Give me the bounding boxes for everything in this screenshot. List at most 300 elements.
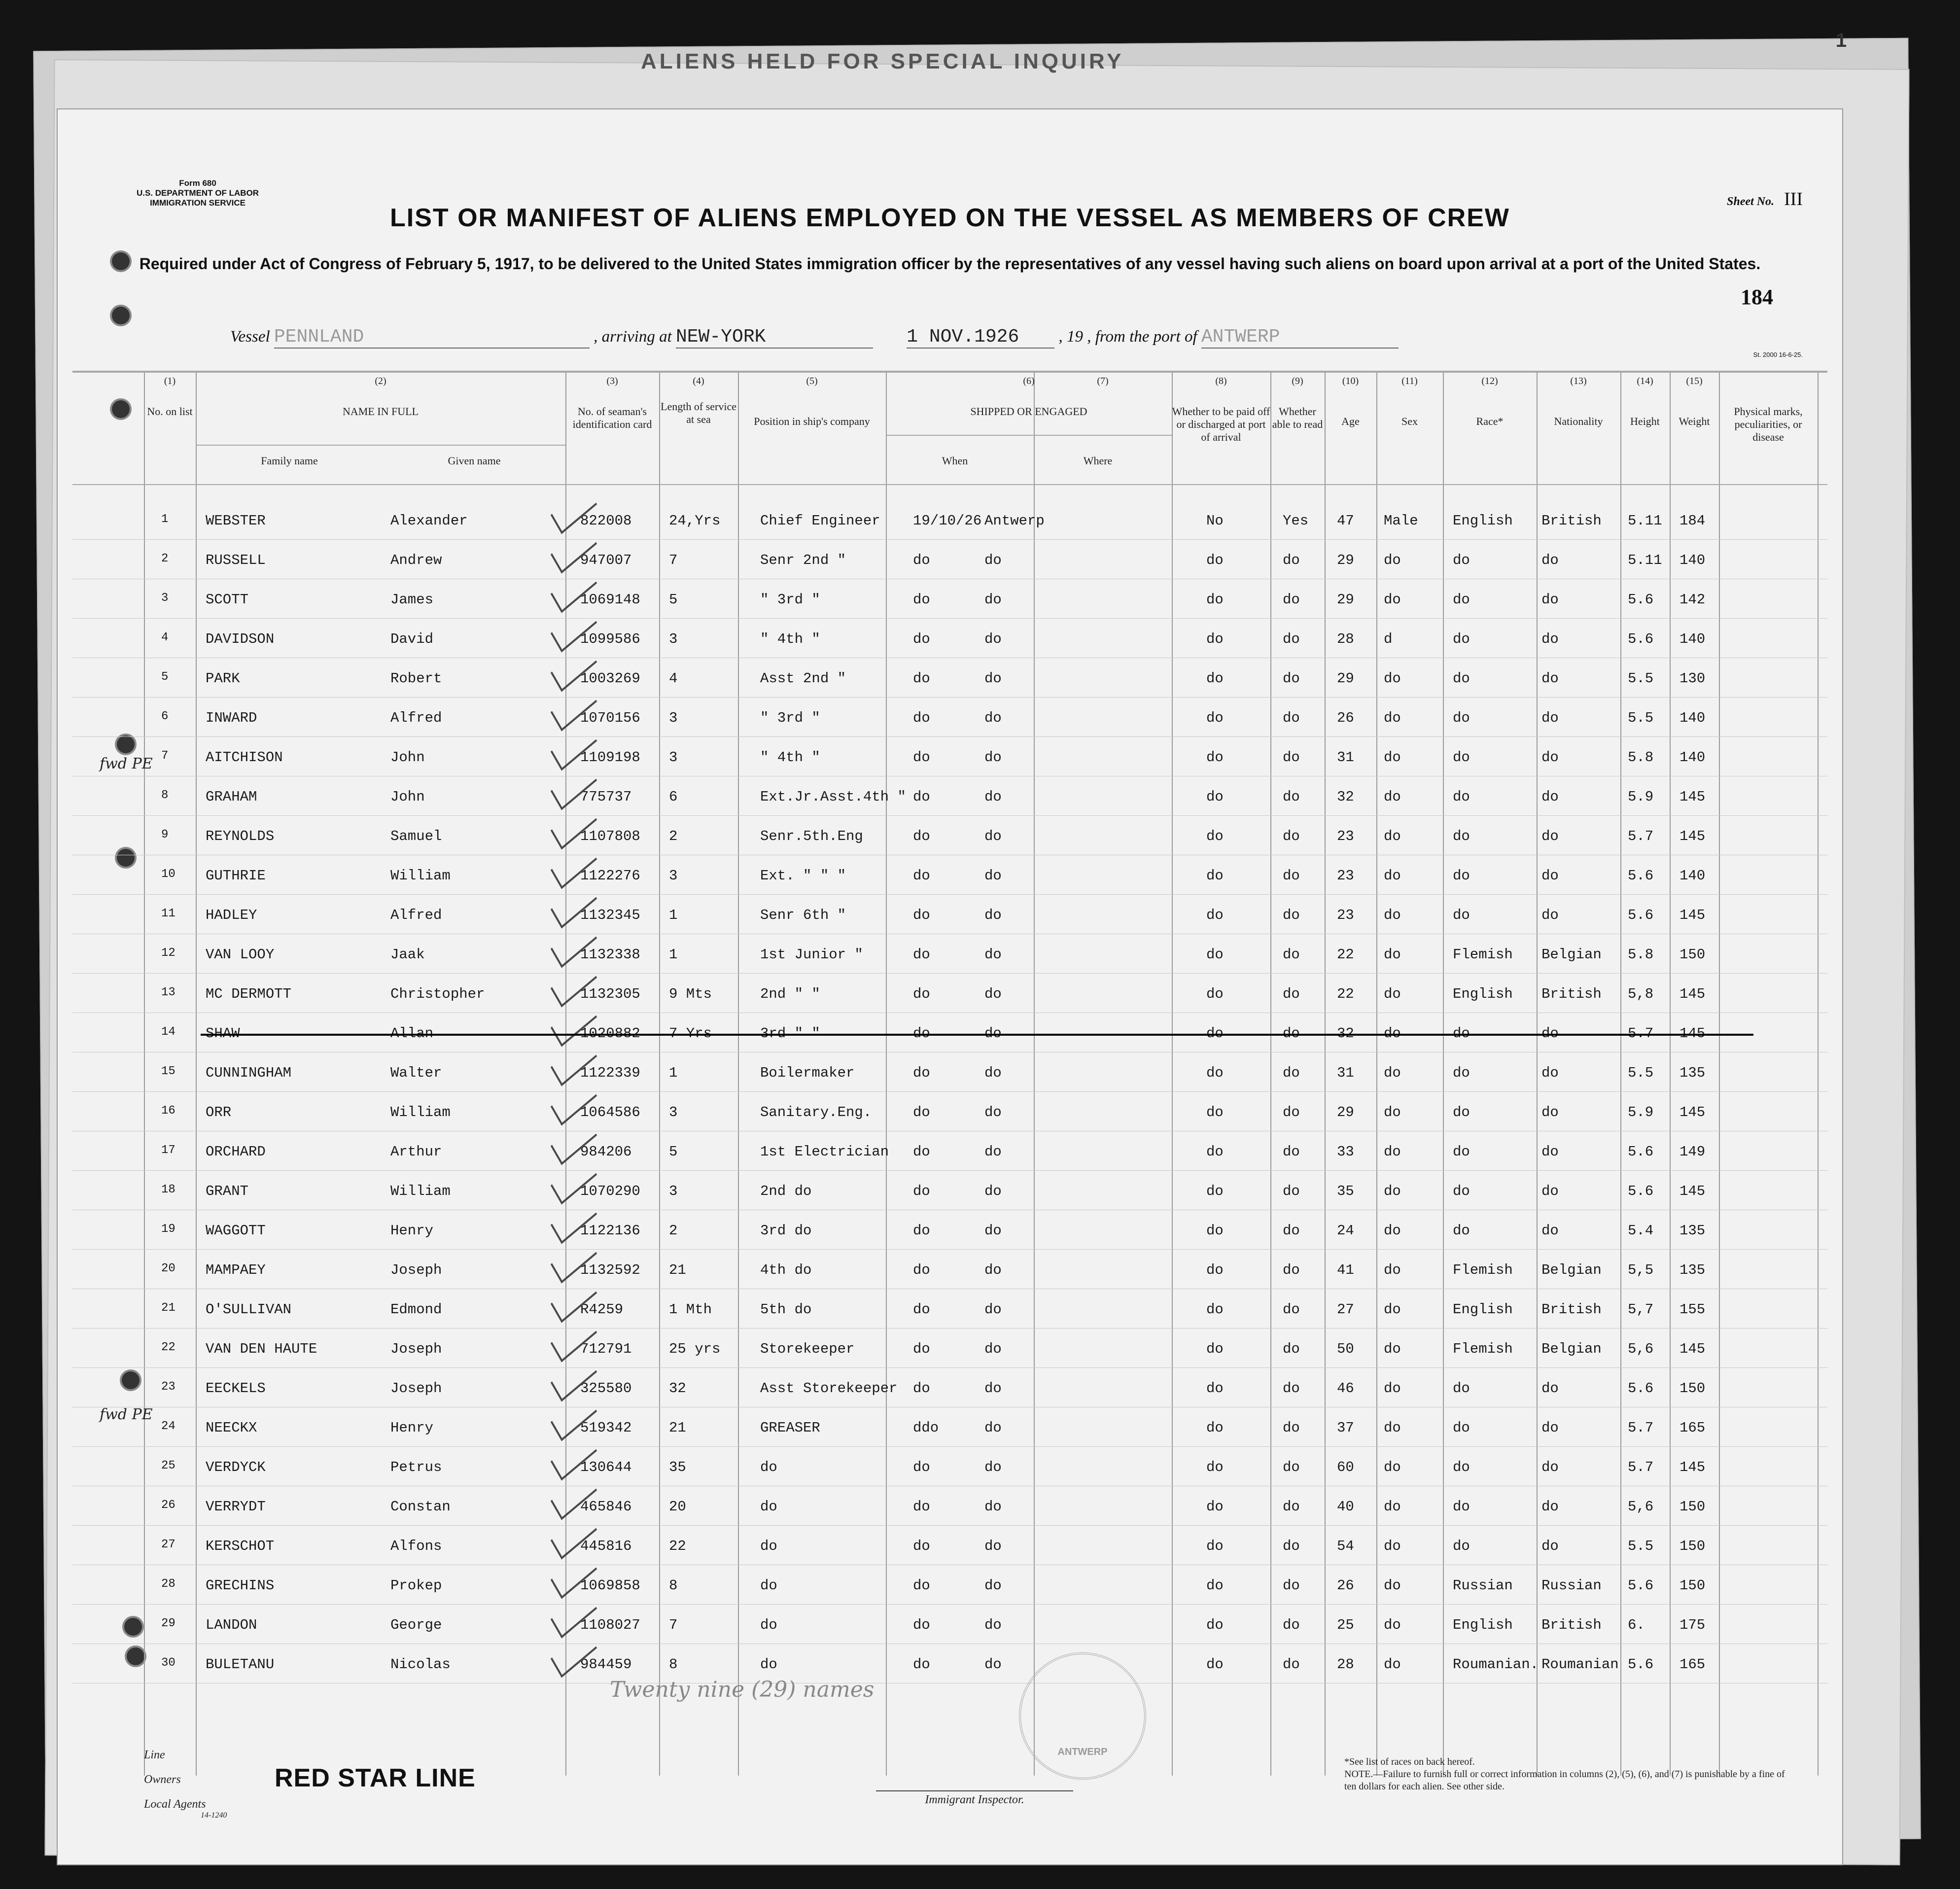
family-name: SHAW xyxy=(206,1025,240,1042)
given-name: William xyxy=(390,868,451,884)
position: Asst Storekeeper xyxy=(760,1380,898,1397)
weight: 150 xyxy=(1680,1499,1706,1515)
race: Flemish xyxy=(1453,946,1513,963)
seaman-id: 984459 xyxy=(580,1656,632,1673)
column-number: (7) xyxy=(1097,376,1109,386)
able-to-read: do xyxy=(1283,1065,1300,1081)
paid-off: do xyxy=(1206,1025,1224,1042)
shipped-where: do xyxy=(984,907,1002,923)
document-subtitle: Required under Act of Congress of February 5, 1917, to be delivered to the United States immigration officer by the representatives of any vessel having such aliens on board upon arrival at a port of the United States. xyxy=(139,255,1761,273)
given-name: William xyxy=(390,1183,451,1199)
reference-number: 184 xyxy=(1741,285,1773,309)
race: English xyxy=(1453,513,1513,529)
height: 5.5 xyxy=(1628,1065,1654,1081)
nationality: do xyxy=(1541,592,1559,608)
height: 5,7 xyxy=(1628,1301,1654,1318)
weight: 140 xyxy=(1680,710,1706,726)
row-rule xyxy=(72,539,1827,540)
nationality: do xyxy=(1541,1223,1559,1239)
shipped-where: do xyxy=(984,670,1002,687)
sex: do xyxy=(1384,592,1401,608)
age: 32 xyxy=(1337,789,1354,805)
shipped-when: do xyxy=(913,828,930,844)
weight: 145 xyxy=(1680,828,1706,844)
height: 5.5 xyxy=(1628,710,1654,726)
able-to-read: do xyxy=(1283,986,1300,1002)
height: 5.7 xyxy=(1628,1459,1654,1475)
seaman-id: 1122276 xyxy=(580,868,640,884)
row-number: 30 xyxy=(161,1656,175,1670)
seaman-id: 1132345 xyxy=(580,907,640,923)
shipped-where: do xyxy=(984,710,1002,726)
nationality: do xyxy=(1541,1025,1559,1042)
seaman-id: 947007 xyxy=(580,552,632,568)
seaman-id: 712791 xyxy=(580,1341,632,1357)
race: do xyxy=(1453,907,1470,923)
nationality: Belgian xyxy=(1541,1262,1602,1278)
shipped-where: do xyxy=(984,1301,1002,1318)
height: 5.7 xyxy=(1628,1420,1654,1436)
height: 5.6 xyxy=(1628,868,1654,884)
paid-off: do xyxy=(1206,1223,1224,1239)
length-of-service: 9 Mts xyxy=(669,986,712,1002)
owners-label: Owners xyxy=(144,1773,181,1786)
height-header: Height xyxy=(1630,415,1660,427)
seaman-id: 465846 xyxy=(580,1499,632,1515)
race: do xyxy=(1453,631,1470,647)
length-of-service: 6 xyxy=(669,789,678,805)
seaman-id: 822008 xyxy=(580,513,632,529)
age: 31 xyxy=(1337,749,1354,766)
row-number: 22 xyxy=(161,1341,175,1354)
shipped-where: do xyxy=(984,1538,1002,1554)
row-number: 13 xyxy=(161,986,175,999)
nationality: do xyxy=(1541,1104,1559,1120)
penalty-note: NOTE.—Failure to furnish full or correct information in columns (2), (5), (6), and (7) is punishable by a fine of ten dollars for each alien. See other side. xyxy=(1344,1769,1785,1792)
shipped-where: Antwerp xyxy=(984,513,1045,529)
nationality: British xyxy=(1541,1617,1602,1633)
table-top-rule xyxy=(72,371,1827,373)
row-number: 6 xyxy=(161,710,169,723)
family-name: VERRYDT xyxy=(206,1499,266,1515)
weight: 175 xyxy=(1680,1617,1706,1633)
weight: 140 xyxy=(1680,552,1706,568)
position: do xyxy=(760,1459,777,1475)
header-rule xyxy=(72,484,1827,485)
shipped-where: do xyxy=(984,1380,1002,1397)
shipped-when: do xyxy=(913,789,930,805)
shipped-when: do xyxy=(913,749,930,766)
race: do xyxy=(1453,1183,1470,1199)
given-name: Walter xyxy=(390,1065,442,1081)
given-name: Joseph xyxy=(390,1380,442,1397)
shipped-where: do xyxy=(984,1617,1002,1633)
length-of-service: 35 xyxy=(669,1459,686,1475)
given-name: Alexander xyxy=(390,513,468,529)
shipped-when: ddo xyxy=(913,1420,939,1436)
nationality: British xyxy=(1541,986,1602,1002)
nationality: do xyxy=(1541,1420,1559,1436)
given-name: Allan xyxy=(390,1025,434,1042)
inspector-signature-line: Immigrant Inspector. xyxy=(876,1790,1073,1807)
shipped-when: 19/10/26 xyxy=(913,513,982,529)
column-number: (11) xyxy=(1401,376,1418,386)
nationality: do xyxy=(1541,907,1559,923)
shipped-engaged-header: SHIPPED OR ENGAGED xyxy=(970,405,1087,418)
paid-off: do xyxy=(1206,1420,1224,1436)
height: 5,6 xyxy=(1628,1499,1654,1515)
able-to-read: do xyxy=(1283,1183,1300,1199)
given-name: William xyxy=(390,1104,451,1120)
age: 50 xyxy=(1337,1341,1354,1357)
sex: do xyxy=(1384,1183,1401,1199)
shipped-where: do xyxy=(984,828,1002,844)
nationality: do xyxy=(1541,1065,1559,1081)
race: do xyxy=(1453,1065,1470,1081)
age: 24 xyxy=(1337,1223,1354,1239)
row-rule xyxy=(72,973,1827,974)
races-note: *See list of races on back hereof. xyxy=(1344,1756,1475,1767)
family-name: VAN LOOY xyxy=(206,946,275,963)
footnote xyxy=(1344,1756,1788,1793)
position: Senr.5th.Eng xyxy=(760,828,863,844)
seaman-id: 325580 xyxy=(580,1380,632,1397)
weight: 135 xyxy=(1680,1262,1706,1278)
sex: do xyxy=(1384,868,1401,884)
nationality: do xyxy=(1541,1499,1559,1515)
family-name: GUTHRIE xyxy=(206,868,266,884)
sex: do xyxy=(1384,1301,1401,1318)
year-label: , 19 xyxy=(1058,328,1083,346)
nationality: do xyxy=(1541,1459,1559,1475)
row-number: 19 xyxy=(161,1223,175,1236)
age: 37 xyxy=(1337,1420,1354,1436)
shipped-where: do xyxy=(984,1577,1002,1594)
row-number: 14 xyxy=(161,1025,175,1039)
row-number: 2 xyxy=(161,552,169,565)
given-name: Arthur xyxy=(390,1144,442,1160)
shipped-when: do xyxy=(913,1104,930,1120)
family-name: AITCHISON xyxy=(206,749,283,766)
shipped-when: do xyxy=(913,868,930,884)
arrival-port: NEW-YORK xyxy=(676,326,873,349)
seaman-id: 1020882 xyxy=(580,1025,640,1042)
row-rule xyxy=(72,1446,1827,1447)
height: 5,5 xyxy=(1628,1262,1654,1278)
race: do xyxy=(1453,1223,1470,1239)
paid-off: do xyxy=(1206,1341,1224,1357)
family-name: ORR xyxy=(206,1104,232,1120)
paid-off: do xyxy=(1206,1301,1224,1318)
family-name: DAVIDSON xyxy=(206,631,275,647)
column-number: (1) xyxy=(164,376,176,386)
column-number: (14) xyxy=(1637,376,1653,386)
family-name: ORCHARD xyxy=(206,1144,266,1160)
nationality: Belgian xyxy=(1541,946,1602,963)
position-header: Position in ship's company xyxy=(754,415,870,427)
sheet-value: III xyxy=(1784,189,1803,210)
height: 5.5 xyxy=(1628,670,1654,687)
paid-off: do xyxy=(1206,1380,1224,1397)
shipped-where: do xyxy=(984,1104,1002,1120)
height: 5.11 xyxy=(1628,513,1662,529)
local-agents-label: Local Agents xyxy=(144,1798,206,1811)
sex: do xyxy=(1384,1617,1401,1633)
shipped-when: do xyxy=(913,670,930,687)
subheader-rule xyxy=(886,435,1172,436)
paid-off: do xyxy=(1206,1262,1224,1278)
shipped-where: do xyxy=(984,552,1002,568)
given-name: David xyxy=(390,631,434,647)
shipped-when: do xyxy=(913,1538,930,1554)
family-name: PARK xyxy=(206,670,240,687)
paid-off: do xyxy=(1206,828,1224,844)
weight: 145 xyxy=(1680,1341,1706,1357)
given-name-header: Given name xyxy=(448,455,501,467)
sex: do xyxy=(1384,1380,1401,1397)
family-name: GRAHAM xyxy=(206,789,257,805)
punch-hole xyxy=(117,735,135,753)
weight: 145 xyxy=(1680,1025,1706,1042)
name-in-full-header: NAME IN FULL xyxy=(343,405,419,418)
row-number: 16 xyxy=(161,1104,175,1118)
nationality: Roumanian xyxy=(1541,1656,1619,1673)
race: Roumanian. xyxy=(1453,1656,1539,1673)
paid-off: do xyxy=(1206,907,1224,923)
weight: 145 xyxy=(1680,986,1706,1002)
position: 5th do xyxy=(760,1301,812,1318)
position: do xyxy=(760,1538,777,1554)
given-name: Christopher xyxy=(390,986,485,1002)
given-name: Prokep xyxy=(390,1577,442,1594)
weight: 149 xyxy=(1680,1144,1706,1160)
weight: 135 xyxy=(1680,1223,1706,1239)
row-number: 3 xyxy=(161,592,169,605)
shipped-when: do xyxy=(913,710,930,726)
race: English xyxy=(1453,1301,1513,1318)
age: 47 xyxy=(1337,513,1354,529)
able-to-read: do xyxy=(1283,789,1300,805)
length-of-service: 8 xyxy=(669,1656,678,1673)
sex: do xyxy=(1384,1538,1401,1554)
race: English xyxy=(1453,1617,1513,1633)
row-number: 27 xyxy=(161,1538,175,1551)
shipped-where: do xyxy=(984,1025,1002,1042)
row-rule xyxy=(72,815,1827,816)
sex: do xyxy=(1384,552,1401,568)
able-to-read: Yes xyxy=(1283,513,1309,529)
column-number: (2) xyxy=(375,376,386,386)
punch-hole xyxy=(122,1371,140,1389)
seaman-id: 1070156 xyxy=(580,710,640,726)
row-number: 25 xyxy=(161,1459,175,1472)
shipped-where: do xyxy=(984,1262,1002,1278)
length-of-service: 7 xyxy=(669,1617,678,1633)
family-name: RUSSELL xyxy=(206,552,266,568)
family-name: GRECHINS xyxy=(206,1577,275,1594)
sex: do xyxy=(1384,986,1401,1002)
shipped-when: do xyxy=(913,1065,930,1081)
weight: 150 xyxy=(1680,1380,1706,1397)
position: Chief Engineer xyxy=(760,513,880,529)
seaman-id: 1003269 xyxy=(580,670,640,687)
shipped-where: do xyxy=(984,1183,1002,1199)
seaman-id: 1132592 xyxy=(580,1262,640,1278)
sex: do xyxy=(1384,1459,1401,1475)
row-rule xyxy=(72,1091,1827,1092)
length-of-service: 4 xyxy=(669,670,678,687)
punch-hole xyxy=(112,252,130,270)
able-to-read: do xyxy=(1283,868,1300,884)
margin-note: fwd PE xyxy=(100,755,153,772)
sex: do xyxy=(1384,1499,1401,1515)
height: 5.6 xyxy=(1628,1380,1654,1397)
age: 26 xyxy=(1337,710,1354,726)
nationality: do xyxy=(1541,749,1559,766)
able-to-read: do xyxy=(1283,1380,1300,1397)
seaman-id: R4259 xyxy=(580,1301,624,1318)
position: GREASER xyxy=(760,1420,820,1436)
back-sheet-text: ALIENS HELD FOR SPECIAL INQUIRY xyxy=(641,49,1124,73)
shipped-when: do xyxy=(913,986,930,1002)
age: 31 xyxy=(1337,1065,1354,1081)
family-name: O'SULLIVAN xyxy=(206,1301,292,1318)
form-number: Form 680 xyxy=(179,178,216,188)
shipped-where: do xyxy=(984,1420,1002,1436)
height: 5.6 xyxy=(1628,1144,1654,1160)
paid-off-header: Whether to be paid off or discharged at port of arrival xyxy=(1172,405,1270,443)
age: 29 xyxy=(1337,592,1354,608)
height: 5.8 xyxy=(1628,946,1654,963)
race: do xyxy=(1453,1144,1470,1160)
handwritten-total-note: Twenty nine (29) names xyxy=(610,1677,875,1702)
departure-port: ANTWERP xyxy=(1201,326,1399,349)
position: " 3rd " xyxy=(760,710,820,726)
sex: do xyxy=(1384,749,1401,766)
row-rule xyxy=(72,1170,1827,1171)
race-header: Race* xyxy=(1476,415,1504,427)
row-rule xyxy=(72,1328,1827,1329)
given-name: Alfons xyxy=(390,1538,442,1554)
position: do xyxy=(760,1577,777,1594)
shipped-when: do xyxy=(913,1577,930,1594)
row-number: 11 xyxy=(161,907,175,920)
row-number: 10 xyxy=(161,868,175,881)
position: Senr 6th " xyxy=(760,907,846,923)
age: 29 xyxy=(1337,1104,1354,1120)
height: 5.7 xyxy=(1628,828,1654,844)
shipped-where: do xyxy=(984,1656,1002,1673)
given-name: Samuel xyxy=(390,828,442,844)
nationality: British xyxy=(1541,1301,1602,1318)
height: 5.9 xyxy=(1628,1104,1654,1120)
given-name: Constan xyxy=(390,1499,451,1515)
sex: do xyxy=(1384,1577,1401,1594)
family-name: WAGGOTT xyxy=(206,1223,266,1239)
age: 28 xyxy=(1337,631,1354,647)
length-of-service: 2 xyxy=(669,1223,678,1239)
column-number: (13) xyxy=(1570,376,1587,386)
family-name: REYNOLDS xyxy=(206,828,275,844)
shipped-where: do xyxy=(984,1459,1002,1475)
shipped-where: do xyxy=(984,1341,1002,1357)
weight: 140 xyxy=(1680,749,1706,766)
from-port-label: , from the port of xyxy=(1087,328,1197,346)
seaman-id: 1122339 xyxy=(580,1065,640,1081)
height: 5.11 xyxy=(1628,552,1662,568)
length-of-service: 1 xyxy=(669,946,678,963)
height: 5.8 xyxy=(1628,749,1654,766)
sex: do xyxy=(1384,828,1401,844)
race: Flemish xyxy=(1453,1262,1513,1278)
document-title: LIST OR MANIFEST OF ALIENS EMPLOYED ON THE VESSEL AS MEMBERS OF CREW xyxy=(390,204,1510,232)
voyage-line xyxy=(230,326,1399,349)
shipped-where: do xyxy=(984,946,1002,963)
shipped-when: do xyxy=(913,907,930,923)
length-of-service: 22 xyxy=(669,1538,686,1554)
age: 29 xyxy=(1337,670,1354,687)
shipped-where: do xyxy=(984,986,1002,1002)
age: 27 xyxy=(1337,1301,1354,1318)
agents-code: 14-1240 xyxy=(201,1811,227,1819)
department-name: U.S. DEPARTMENT OF LABOR xyxy=(137,188,259,198)
race: do xyxy=(1453,1499,1470,1515)
row-number: 20 xyxy=(161,1262,175,1275)
family-name: LANDON xyxy=(206,1617,257,1633)
shipped-where: do xyxy=(984,1223,1002,1239)
race: do xyxy=(1453,1459,1470,1475)
shipped-when: do xyxy=(913,1025,930,1042)
weight: 145 xyxy=(1680,1183,1706,1199)
able-to-read: do xyxy=(1283,1420,1300,1436)
weight: 150 xyxy=(1680,946,1706,963)
shipped-where: do xyxy=(984,631,1002,647)
nationality: do xyxy=(1541,1380,1559,1397)
race: do xyxy=(1453,828,1470,844)
row-number: 29 xyxy=(161,1617,175,1630)
race: Russian xyxy=(1453,1577,1513,1594)
height: 5,8 xyxy=(1628,986,1654,1002)
sex: do xyxy=(1384,1025,1401,1042)
position: Ext. " " " xyxy=(760,868,846,884)
length-of-service: 3 xyxy=(669,749,678,766)
position: 3rd do xyxy=(760,1223,812,1239)
margin-note: fwd PE xyxy=(100,1406,153,1423)
nationality: do xyxy=(1541,1183,1559,1199)
paid-off: do xyxy=(1206,1577,1224,1594)
length-of-service: 7 Yrs xyxy=(669,1025,712,1042)
able-to-read: do xyxy=(1283,1301,1300,1318)
able-to-read: do xyxy=(1283,1577,1300,1594)
age: 46 xyxy=(1337,1380,1354,1397)
nationality: do xyxy=(1541,670,1559,687)
seaman-id: 1064586 xyxy=(580,1104,640,1120)
given-name: Alfred xyxy=(390,907,442,923)
punch-hole xyxy=(124,1618,142,1636)
position: Senr 2nd " xyxy=(760,552,846,568)
position: 1st Junior " xyxy=(760,946,863,963)
shipped-when: do xyxy=(913,946,930,963)
height: 5,6 xyxy=(1628,1341,1654,1357)
nationality: do xyxy=(1541,1144,1559,1160)
row-number: 1 xyxy=(161,513,169,526)
nationality: do xyxy=(1541,1538,1559,1554)
age: 35 xyxy=(1337,1183,1354,1199)
race: do xyxy=(1453,670,1470,687)
seaman-id: 984206 xyxy=(580,1144,632,1160)
position: 1st Electrician xyxy=(760,1144,889,1160)
age: 41 xyxy=(1337,1262,1354,1278)
